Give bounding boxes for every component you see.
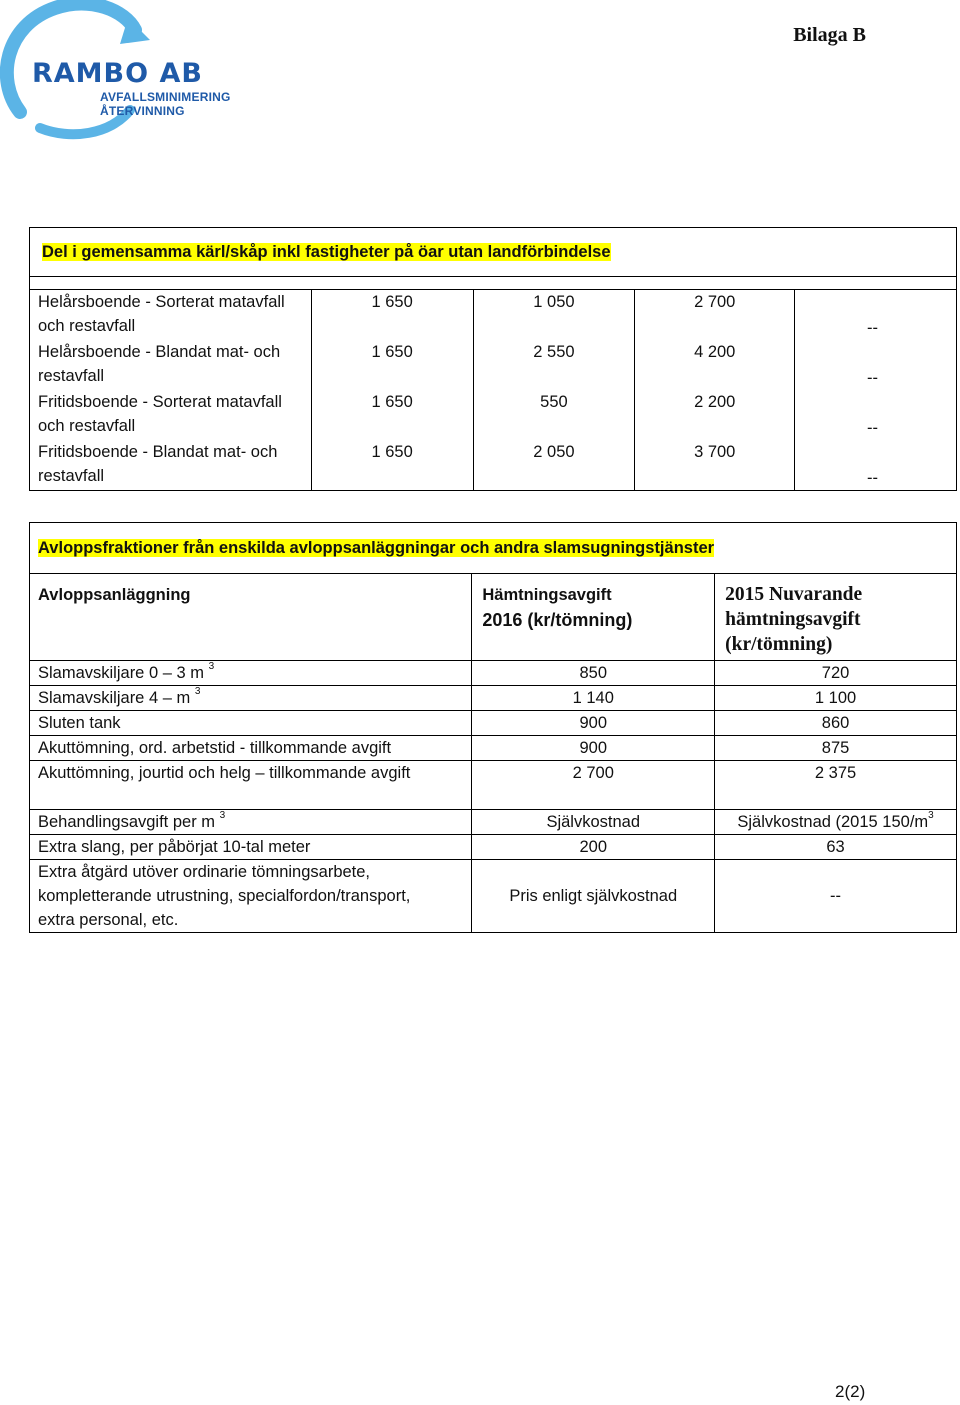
cell: 2 700: [635, 290, 795, 341]
table-row: [30, 711, 957, 736]
row-label: Extra slang, per påbörjat 10-tal meter: [30, 835, 472, 860]
cell: 1 100: [715, 686, 957, 711]
table-row: [30, 736, 957, 761]
cell: 63: [715, 835, 957, 860]
cell: 1 650: [311, 440, 473, 491]
row-label: Fritidsboende - Blandat mat- och restavfall: [30, 440, 312, 491]
row-label: Slamavskiljare 0 – 3 m $^3$: [30, 661, 472, 686]
cell: 2 200: [635, 390, 795, 440]
table-row: [30, 390, 957, 440]
cell: --: [795, 440, 957, 491]
cell: 1 140: [472, 686, 715, 711]
row-label: Fritidsboende - Sorterat matavfall och restavfall: [30, 390, 312, 440]
cell: 1 050: [473, 290, 635, 341]
cell: 1 650: [311, 340, 473, 390]
cell: 2 700: [472, 761, 715, 810]
cell: 900: [472, 711, 715, 736]
logo-name: RAMBO AB: [32, 58, 203, 89]
table1-title: Del i gemensamma kärl/skåp inkl fastigheter på öar utan landförbindelse: [30, 228, 957, 277]
cell: --: [795, 290, 957, 341]
table-row: [30, 661, 957, 686]
row-label: Sluten tank: [30, 711, 472, 736]
page-number: 2(2): [835, 1382, 866, 1401]
table2-title: Avloppsfraktioner från enskilda avloppsanläggningar och andra slamsugningstjänster: [30, 523, 957, 574]
company-logo: [0, 0, 231, 140]
row-label: Extra åtgärd utöver ordinarie tömningsarbete, kompletterande utrustning, specialfordon/transport, extra personal, etc.: [30, 860, 472, 933]
cell: 2 050: [473, 440, 635, 491]
cell: 1 650: [311, 390, 473, 440]
cell: 850: [472, 661, 715, 686]
cell: Pris enligt självkostnad: [472, 860, 715, 933]
row-label: Helårsboende - Sorterat matavfall och restavfall: [30, 290, 312, 341]
table-row: [30, 440, 957, 491]
cell: 3 700: [635, 440, 795, 491]
cell: 1 650: [311, 290, 473, 341]
logo-tagline-2: ÅTERVINNING: [100, 104, 185, 118]
cell: --: [795, 390, 957, 440]
row-label: Akuttömning, jourtid och helg – tillkommande avgift: [30, 761, 472, 810]
cell: Självkostnad (2015 $150/m^3$: [715, 810, 957, 835]
cell: --: [715, 860, 957, 933]
table-row: [30, 810, 957, 835]
cell: 875: [715, 736, 957, 761]
table-row: [30, 761, 957, 810]
cell: 4 200: [635, 340, 795, 390]
cell: 2 550: [473, 340, 635, 390]
cell: 720: [715, 661, 957, 686]
cell: 550: [473, 390, 635, 440]
cell: 860: [715, 711, 957, 736]
cell: Självkostnad: [472, 810, 715, 835]
cell: 2 375: [715, 761, 957, 810]
cell: 900: [472, 736, 715, 761]
cell: --: [795, 340, 957, 390]
table-row: [30, 686, 957, 711]
table-row: [30, 835, 957, 860]
row-label: Slamavskiljare 4 – m $^3$: [30, 686, 472, 711]
row-label: Behandlingsavgift per m $^3$: [30, 810, 472, 835]
sewage-fees-table: [29, 522, 957, 933]
appendix-label: Bilaga B: [793, 24, 866, 46]
cell: 200: [472, 835, 715, 860]
shared-bin-fees-table: [29, 227, 957, 491]
row-label: Helårsboende - Blandat mat- och restavfall: [30, 340, 312, 390]
table-row: [30, 340, 957, 390]
logo-tagline-1: AVFALLSMINIMERING: [100, 90, 231, 104]
table-row: [30, 290, 957, 341]
col-header-2015: 2015 Nuvarande hämtningsavgift (kr/tömning): [715, 574, 957, 661]
col-header-facility: Avloppsanläggning: [30, 574, 472, 661]
row-label: Akuttömning, ord. arbetstid - tillkommande avgift: [30, 736, 472, 761]
col-header-2016: Hämtningsavgift 2016 (kr/tömning): [472, 574, 715, 661]
table-row: [30, 860, 957, 933]
